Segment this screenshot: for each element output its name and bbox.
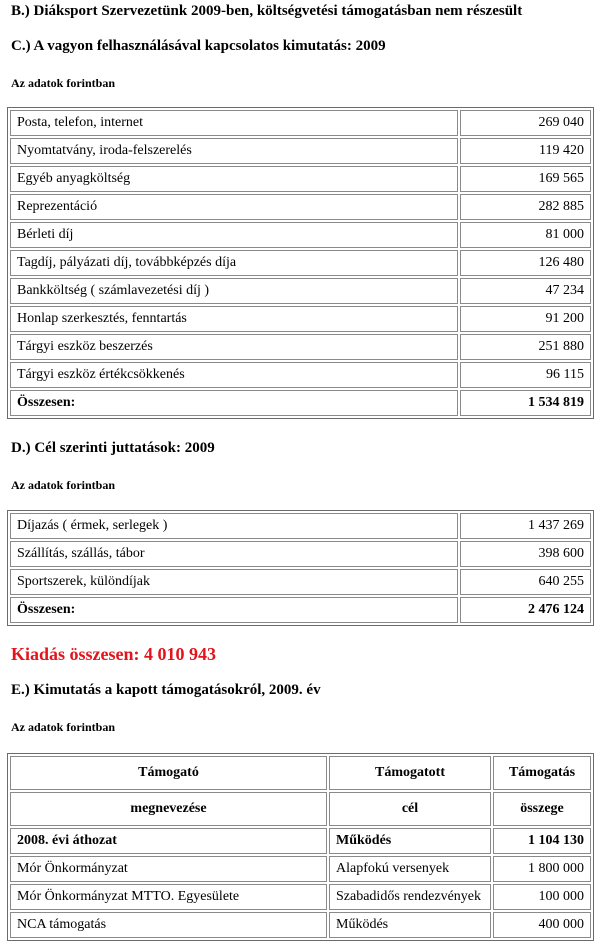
row-label: Díjazás ( érmek, serlegek ) [10,513,458,539]
goal-cell: Szabadidős rendezvények [329,884,491,910]
row-value: 398 600 [460,541,591,567]
header-goal: Támogatott [329,756,491,790]
row-value: 96 115 [460,362,591,388]
goal-cell: Alapfokú versenyek [329,856,491,882]
header-row-2 [10,792,591,826]
section-d-unit-note: Az adatok forintban [11,478,116,492]
row-label: Bankköltség ( számlavezetési díj ) [10,278,458,304]
section-b-title: B.) Diáksport Szervezetünk 2009-ben, költségvetési támogatásban nem részesült [11,3,523,19]
row-value: 640 255 [460,569,591,595]
row-value: 91 200 [460,306,591,332]
section-c-unit-note: Az adatok forintban [11,76,116,90]
section-e-title: E.) Kimutatás a kapott támogatásokról, 2009. év [11,682,321,698]
support-received-table [7,753,594,941]
total-value: 1 534 819 [460,390,591,416]
total-row [10,597,591,623]
total-row [10,390,591,416]
table-row [10,334,591,360]
supporter-cell: NCA támogatás [10,912,327,938]
row-value: 81 000 [460,222,591,248]
amount-cell: 1 800 000 [493,856,591,882]
row-label: Tárgyi eszköz értékcsökkenés [10,362,458,388]
amount-cell: 100 000 [493,884,591,910]
amount-cell: 1 104 130 [493,828,591,854]
expenses-table [7,107,594,419]
goal-cell: Működés [329,912,491,938]
section-e-unit-note: Az adatok forintban [11,720,116,734]
table-row [10,856,591,882]
table-row [10,278,591,304]
row-value: 282 885 [460,194,591,220]
row-label: Tagdíj, pályázati díj, továbbképzés díja [10,250,458,276]
amount-cell: 400 000 [493,912,591,938]
row-value: 269 040 [460,110,591,136]
row-value: 251 880 [460,334,591,360]
table-row [10,828,591,854]
table-row [10,194,591,220]
row-label: Tárgyi eszköz beszerzés [10,334,458,360]
supporter-cell: Mór Önkormányzat MTTO. Egyesülete [10,884,327,910]
row-label: Egyéb anyagköltség [10,166,458,192]
table-row [10,541,591,567]
table-row [10,513,591,539]
supporter-cell: Mór Önkormányzat [10,856,327,882]
total-label: Összesen: [10,390,458,416]
section-c-title: C.) A vagyon felhasználásával kapcsolatos kimutatás: 2009 [11,38,386,54]
total-expenditure: Kiadás összesen: 4 010 943 [11,644,217,664]
goal-cell: Működés [329,828,491,854]
table-row [10,569,591,595]
row-value: 119 420 [460,138,591,164]
table-row [10,362,591,388]
row-label: Sportszerek, különdíjak [10,569,458,595]
table-row [10,306,591,332]
header-supporter: Támogató [10,756,327,790]
row-label: Reprezentáció [10,194,458,220]
row-value: 1 437 269 [460,513,591,539]
row-value: 169 565 [460,166,591,192]
row-label: Posta, telefon, internet [10,110,458,136]
row-value: 126 480 [460,250,591,276]
row-label: Nyomtatvány, iroda-felszerelés [10,138,458,164]
grants-paid-table [7,510,594,626]
table-row [10,250,591,276]
row-label: Honlap szerkesztés, fenntartás [10,306,458,332]
table-row [10,884,591,910]
row-label: Szállítás, szállás, tábor [10,541,458,567]
total-value: 2 476 124 [460,597,591,623]
table-row [10,912,591,938]
header-supporter-sub: megnevezése [10,792,327,826]
supporter-cell: 2008. évi áthozat [10,828,327,854]
header-amount: Támogatás [493,756,591,790]
table-row [10,110,591,136]
table-row [10,138,591,164]
table-row [10,222,591,248]
row-label: Bérleti díj [10,222,458,248]
section-d-title: D.) Cél szerinti juttatások: 2009 [11,440,215,456]
row-value: 47 234 [460,278,591,304]
header-goal-sub: cél [329,792,491,826]
header-row-1 [10,756,591,790]
table-row [10,166,591,192]
total-label: Összesen: [10,597,458,623]
header-amount-sub: összege [493,792,591,826]
